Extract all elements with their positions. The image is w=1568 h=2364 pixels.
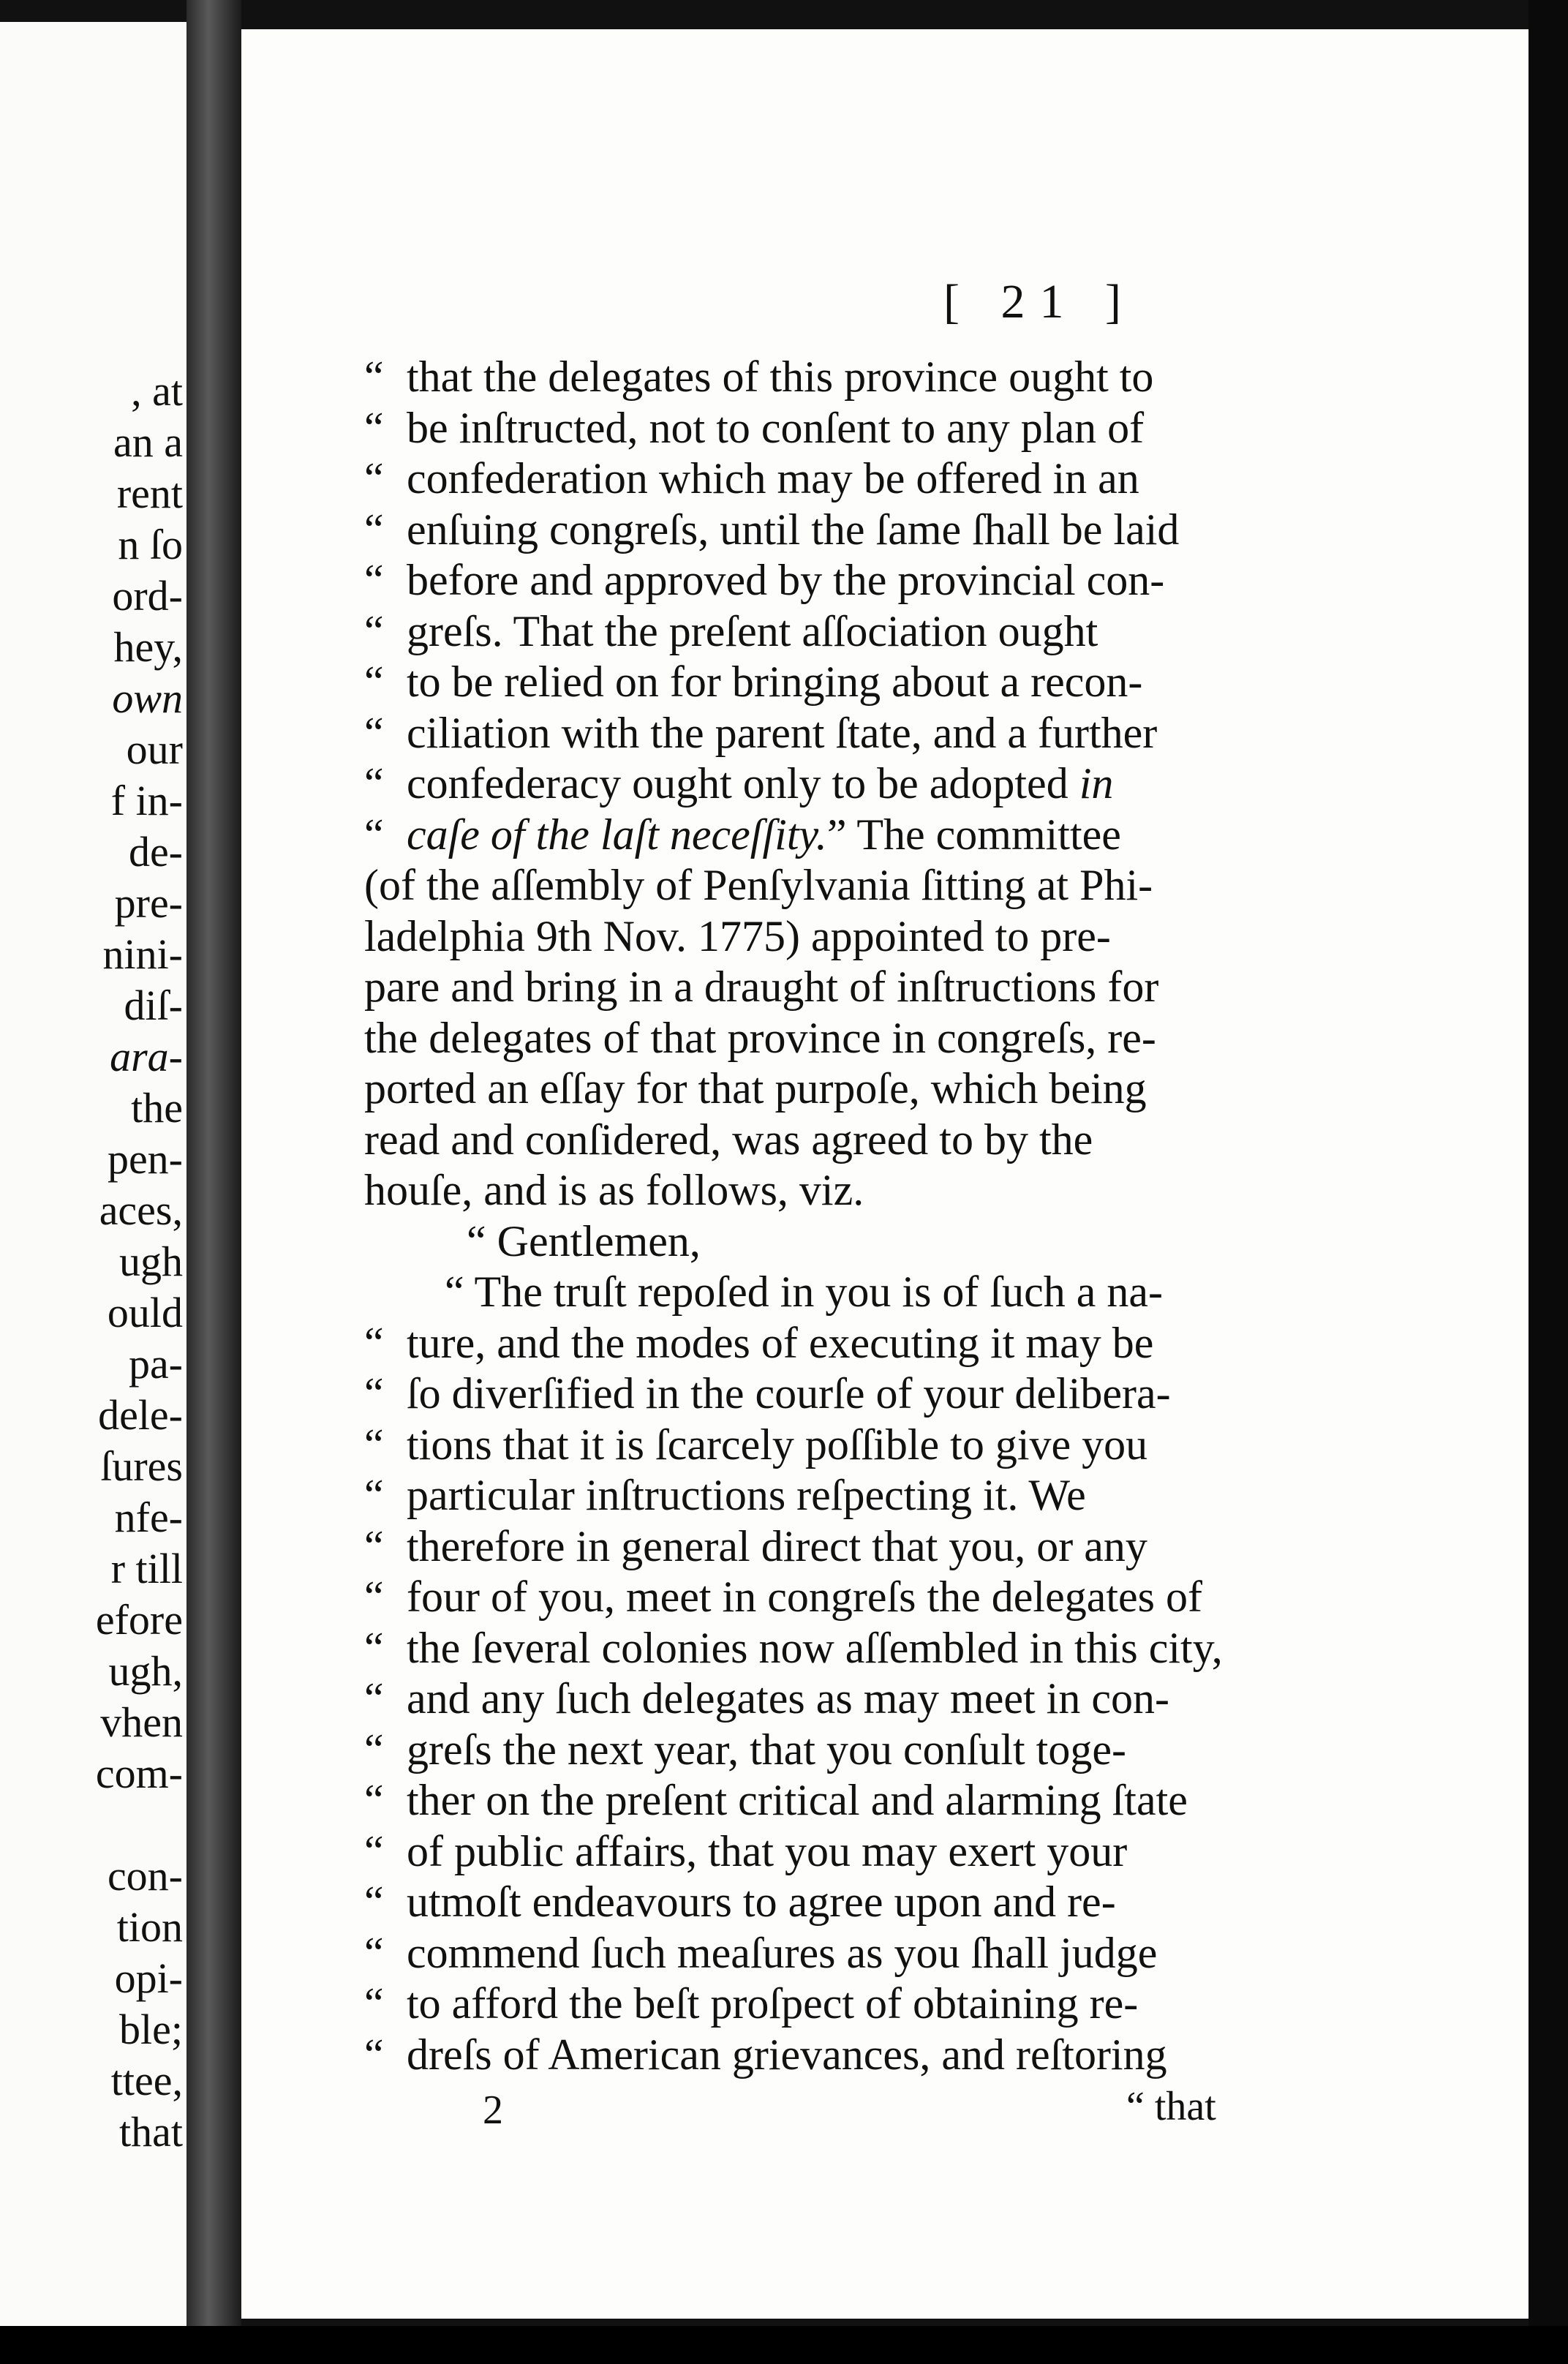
quote-mark: “ bbox=[364, 1420, 384, 1469]
text-line bbox=[364, 758, 1114, 809]
text-line bbox=[364, 1876, 1116, 1927]
text-line bbox=[364, 1927, 1158, 1979]
line-text: ladelphia 9th Nov. 1775) appointed to pre- bbox=[364, 911, 1111, 960]
line-text: “ Gentlemen, bbox=[467, 1216, 701, 1265]
book-gutter bbox=[186, 0, 241, 2364]
quote-mark: “ bbox=[364, 1521, 384, 1570]
text-line bbox=[364, 1012, 1156, 1064]
line-text: ture, and the modes of executing it may be bbox=[407, 1318, 1154, 1367]
text-line bbox=[364, 1368, 1171, 1419]
text-line bbox=[364, 1826, 1128, 1877]
line-text: greſs the next year, that you conſult toge- bbox=[407, 1725, 1126, 1774]
left-page-line-fragment: own bbox=[112, 674, 183, 722]
text-line bbox=[364, 1774, 1188, 1826]
quote-mark: “ bbox=[364, 1928, 384, 1977]
quote-mark: “ bbox=[364, 759, 384, 808]
line-text: particular inſtructions reſpecting it. We bbox=[407, 1471, 1086, 1519]
left-page-line-fragment: diſ- bbox=[124, 982, 183, 1029]
line-text: commend ſuch meaſures as you ſhall judge bbox=[407, 1928, 1158, 1977]
text-line bbox=[364, 1317, 1154, 1369]
text-line bbox=[364, 554, 1165, 606]
left-page-line-fragment: pre- bbox=[114, 879, 183, 927]
left-page-line-fragment: an a bbox=[113, 418, 183, 466]
signature-mark: 2 bbox=[483, 2088, 503, 2133]
line-text: be inſtructed, not to conſent to any plan of bbox=[407, 403, 1145, 452]
quote-mark: “ bbox=[364, 1573, 384, 1621]
quote-mark: “ bbox=[364, 1979, 384, 2028]
left-page-line-fragment: n ſo bbox=[118, 521, 183, 568]
text-line bbox=[364, 402, 1145, 453]
text-line bbox=[364, 809, 1121, 860]
quote-mark: “ bbox=[364, 1369, 384, 1418]
line-text: and any ſuch delegates as may meet in con- bbox=[407, 1674, 1169, 1723]
text-line bbox=[364, 453, 1139, 504]
line-text: confederation which may be offered in an bbox=[407, 454, 1139, 502]
left-page-line-fragment: ugh bbox=[119, 1238, 183, 1285]
left-page-line-fragment: con- bbox=[107, 1852, 183, 1900]
left-page-line-fragment: de- bbox=[128, 828, 183, 876]
left-page-line-fragment: aces, bbox=[99, 1186, 183, 1234]
text-line bbox=[364, 961, 1158, 1012]
text-line bbox=[364, 351, 1154, 402]
line-text: read and conſidered, was agreed to by the bbox=[364, 1115, 1093, 1164]
line-text: to be relied on for bringing about a recon- bbox=[407, 658, 1143, 706]
line-text: ther on the preſent critical and alarming ſtate bbox=[407, 1776, 1188, 1824]
quote-mark: “ bbox=[364, 454, 384, 502]
line-text: that the delegates of this province ought to bbox=[407, 353, 1154, 401]
line-text: greſs. That the preſent aſſociation ought bbox=[407, 606, 1098, 655]
text-line bbox=[364, 1521, 1147, 1572]
left-page-line-fragment: pa- bbox=[128, 1340, 183, 1388]
bottom-scan-edge bbox=[0, 2326, 1568, 2364]
quote-mark: “ bbox=[364, 1776, 384, 1824]
right-scan-edge bbox=[1529, 0, 1568, 2364]
line-text: the ſeveral colonies now aſſembled in this city, bbox=[407, 1623, 1223, 1672]
line-text: ported an eſſay for that purpoſe, which being bbox=[364, 1064, 1147, 1113]
line-text: to afford the beſt proſpect of obtaining re- bbox=[407, 1979, 1139, 2028]
quote-mark: “ bbox=[364, 658, 384, 706]
left-page-line-fragment: ord- bbox=[112, 572, 183, 620]
left-page-line-fragment: nini- bbox=[102, 930, 183, 978]
line-text: therefore in general direct that you, or any bbox=[407, 1521, 1147, 1570]
quote-mark: “ bbox=[364, 1878, 384, 1926]
text-line bbox=[364, 911, 1111, 962]
quote-mark: “ bbox=[364, 1471, 384, 1519]
line-text: tions that it is ſcarcely poſſible to give you bbox=[407, 1420, 1148, 1469]
text-line bbox=[364, 606, 1098, 657]
italic-text: caſe of the laſt neceſſity. bbox=[407, 810, 827, 859]
right-page bbox=[241, 29, 1529, 2319]
left-page-line-fragment: our bbox=[126, 726, 183, 773]
left-page-line-fragment: f in- bbox=[110, 777, 183, 824]
line-text: pare and bring in a draught of inſtructions for bbox=[364, 963, 1159, 1011]
left-page-line-fragment: ble; bbox=[119, 2006, 183, 2053]
line-text: confederacy ought only to be adopted bbox=[407, 759, 1068, 808]
quote-mark: “ bbox=[364, 810, 384, 859]
left-page-line-fragment: efore bbox=[95, 1596, 183, 1644]
left-page-line-fragment: , at bbox=[131, 367, 183, 415]
quote-mark: “ bbox=[364, 403, 384, 452]
quote-mark: “ bbox=[364, 1725, 384, 1774]
left-page-line-fragment: the bbox=[131, 1084, 183, 1132]
line-text: four of you, meet in congreſs the delegates of bbox=[407, 1573, 1202, 1621]
left-page-line-fragment: ugh, bbox=[108, 1647, 183, 1695]
left-page-line-fragment: dele- bbox=[98, 1391, 183, 1439]
text-line bbox=[364, 859, 1153, 911]
left-page-line-fragment: tion bbox=[116, 1903, 183, 1951]
left-page-line-fragment: ould bbox=[107, 1289, 183, 1336]
text-line bbox=[364, 2029, 1167, 2080]
line-text: utmoſt endeavours to agree upon and re- bbox=[407, 1878, 1116, 1926]
text-line bbox=[364, 707, 1158, 758]
quote-mark: “ bbox=[364, 556, 384, 604]
quote-mark: “ bbox=[364, 1623, 384, 1672]
left-page-line-fragment: pen- bbox=[107, 1135, 183, 1183]
line-text: enſuing congreſs, until the ſame ſhall be laid bbox=[407, 505, 1180, 554]
left-page-line-fragment: r till bbox=[110, 1545, 183, 1592]
line-text: ciliation with the parent ſtate, and a further bbox=[407, 708, 1158, 757]
left-page-line-fragment: hey, bbox=[113, 623, 183, 671]
left-page-line-fragment: rent bbox=[116, 470, 183, 517]
left-page-line-fragment: ttee, bbox=[110, 2057, 183, 2104]
text-line bbox=[364, 1724, 1126, 1775]
text-line bbox=[364, 1419, 1148, 1470]
left-page-line-fragment: vhen bbox=[100, 1698, 183, 1746]
line-text: (of the aſſembly of Penſylvania ſitting at Phi- bbox=[364, 861, 1153, 909]
line-text: ſo diverſified in the courſe of your delibera- bbox=[407, 1369, 1171, 1418]
line-text: before and approved by the provincial con- bbox=[407, 556, 1165, 604]
line-text: “ The truſt repoſed in you is of ſuch a na- bbox=[445, 1268, 1163, 1316]
text-line bbox=[364, 1571, 1202, 1622]
text-line bbox=[364, 1063, 1147, 1114]
text-line bbox=[364, 1164, 864, 1216]
left-page-line-fragment: that bbox=[119, 2108, 183, 2156]
text-line bbox=[364, 504, 1180, 555]
quote-mark: “ bbox=[364, 1826, 384, 1875]
text-line bbox=[445, 1266, 1163, 1317]
italic-text: in bbox=[1068, 759, 1114, 808]
catchword: “ that bbox=[1126, 2084, 1216, 2129]
quote-mark: “ bbox=[364, 505, 384, 554]
text-line bbox=[467, 1216, 701, 1267]
quote-mark: “ bbox=[364, 2030, 384, 2079]
text-line bbox=[364, 656, 1143, 707]
left-page-line-fragment: opi- bbox=[114, 1954, 183, 2002]
line-text: dreſs of American grievances, and reſtoring bbox=[407, 2030, 1167, 2079]
quote-mark: “ bbox=[364, 353, 384, 401]
line-text: the delegates of that province in congreſs, re- bbox=[364, 1013, 1156, 1062]
quote-mark: “ bbox=[364, 708, 384, 757]
left-page-line-fragment: nfe- bbox=[114, 1494, 183, 1541]
line-text: of public affairs, that you may exert your bbox=[407, 1826, 1128, 1875]
left-page-line-fragment: ſures bbox=[100, 1442, 183, 1490]
text-line bbox=[364, 1114, 1093, 1165]
quote-mark: “ bbox=[364, 1674, 384, 1723]
left-page-line-fragment: com- bbox=[95, 1750, 183, 1797]
line-text: ” The committee bbox=[826, 810, 1121, 859]
line-text: houſe, and is as follows, viz. bbox=[364, 1166, 864, 1214]
left-page bbox=[0, 22, 186, 2326]
text-line bbox=[364, 1978, 1139, 2029]
quote-mark: “ bbox=[364, 606, 384, 655]
quote-mark: “ bbox=[364, 1318, 384, 1367]
left-page-line-fragment: ara- bbox=[110, 1033, 183, 1080]
page-number: [ 21 ] bbox=[943, 275, 1136, 328]
text-line bbox=[364, 1469, 1086, 1521]
text-line bbox=[364, 1622, 1223, 1674]
text-line bbox=[364, 1673, 1169, 1724]
